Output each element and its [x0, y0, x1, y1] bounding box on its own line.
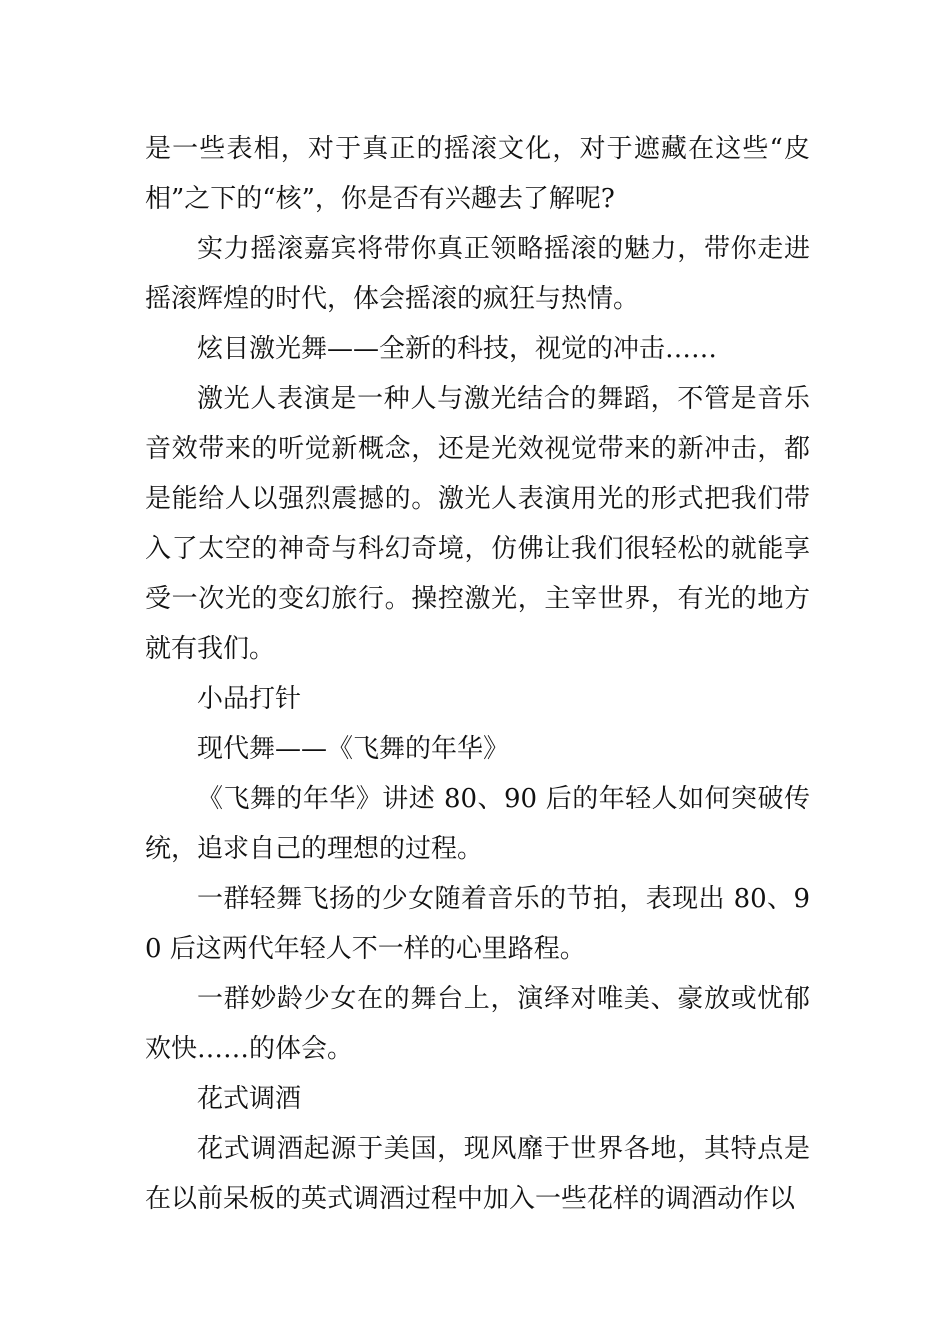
paragraph-sketch-heading: 小品打针 — [197, 684, 302, 714]
paragraph-bartending-heading: 花式调酒 — [197, 1084, 302, 1114]
paragraph-modern-dance-description: 《飞舞的年华》讲述 80、90 后的年轻人如何突破传统，追求自己的理想的过程。 — [145, 784, 810, 864]
paragraph-laser-performance: 激光人表演是一种人与激光结合的舞蹈，不管是音乐音效带来的听觉新概念，还是光效视觉带来的新冲击，都是能给人以强烈震撼的。激光人表演用光的形式把我们带入了太空的神奇与科幻奇境，仿佛让我们很轻松的就能享受一次光的变幻旅行。操控激光，主宰世界，有光的地方就有我们。 — [145, 384, 810, 664]
paragraph-rock-culture-continued: 是一些表相，对于真正的摇滚文化，对于遮藏在这些“皮相”之下的“核”，你是否有兴趣去了解呢? — [145, 134, 810, 214]
paragraph-rock-guest: 实力摇滚嘉宾将带你真正领略摇滚的魅力，带你走进摇滚辉煌的时代，体会摇滚的疯狂与热情。 — [145, 234, 810, 314]
paragraph-girls-dancing: 一群轻舞飞扬的少女随着音乐的节拍，表现出 80、90 后这两代年轻人不一样的心里路程。 — [145, 884, 810, 964]
paragraph-modern-dance-heading: 现代舞——《飞舞的年华》 — [197, 734, 510, 764]
paragraph-bartending-description: 花式调酒起源于美国，现风靡于世界各地，其特点是在以前呆板的英式调酒过程中加入一些花样的调酒动作以 — [145, 1134, 810, 1214]
paragraph-girls-stage: 一群妙龄少女在的舞台上，演绎对唯美、豪放或忧郁欢快……的体会。 — [145, 984, 810, 1064]
paragraph-laser-dance-heading: 炫目激光舞——全新的科技，视觉的冲击…… — [197, 334, 718, 364]
document-body — [145, 124, 810, 1224]
